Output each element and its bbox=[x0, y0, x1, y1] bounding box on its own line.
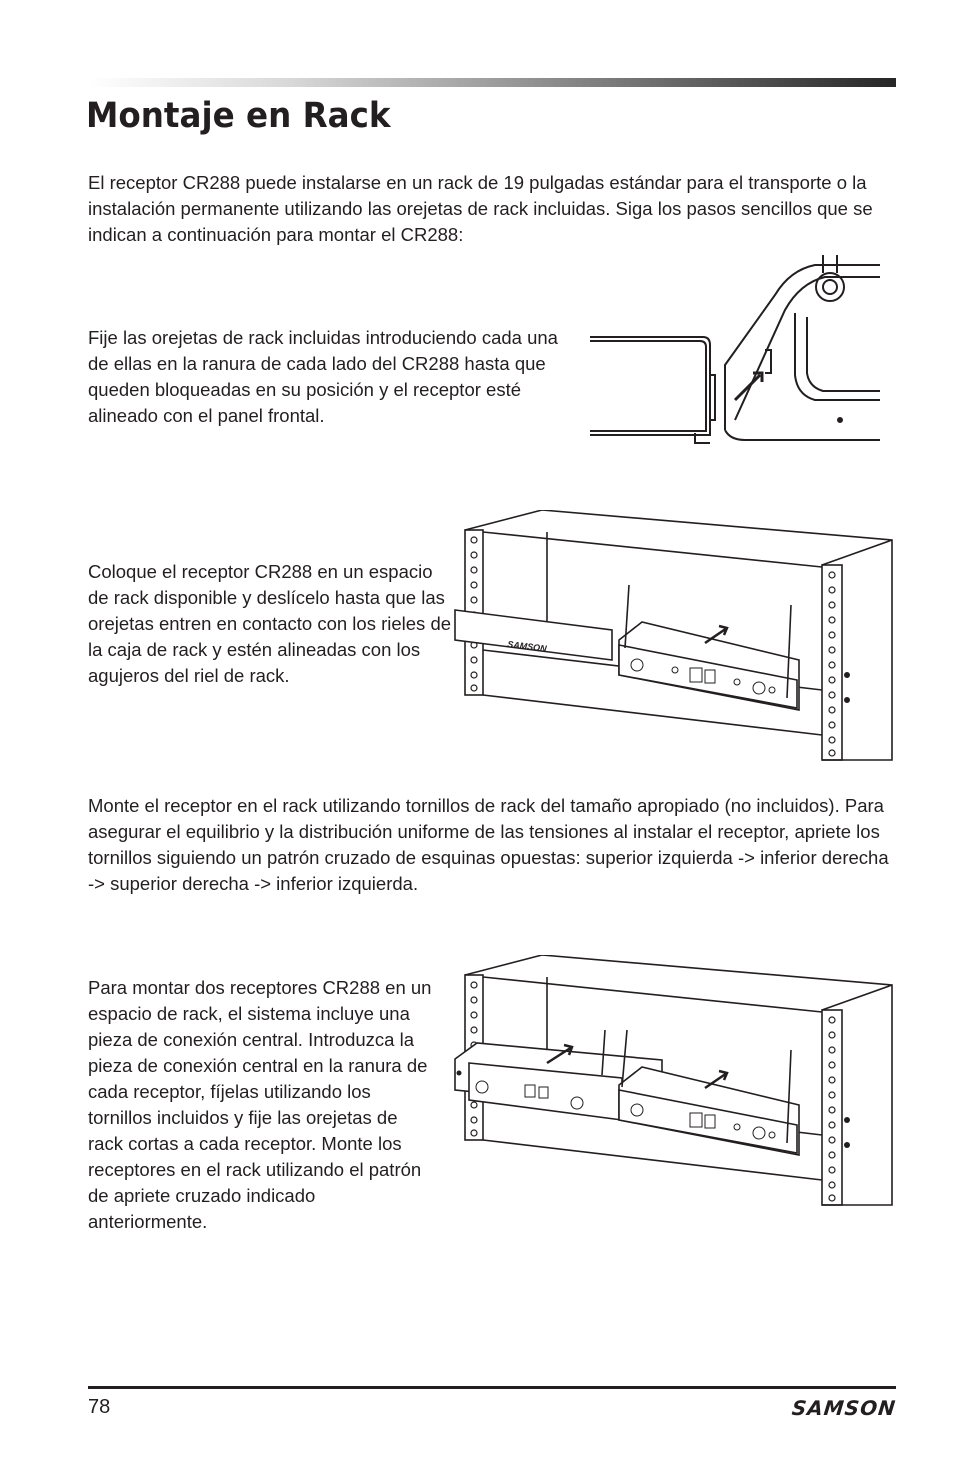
footer-rule bbox=[88, 1386, 896, 1389]
page-number: 78 bbox=[88, 1396, 111, 1418]
step3-paragraph: Monte el receptor en el rack utilizando tornillos de rack del tamaño apropiado (no incluidos). Para asegurar el equilibrio y la distribución uniforme de las tensiones al instalar el receptor, apriete los tornillos siguiendo un patrón cruzado de esquinas opuestas: superior izquierda -> inferior derecha -> superior derecha -> inferior izquierda. bbox=[88, 795, 889, 894]
step2-paragraph: Coloque el receptor CR288 en un espacio de rack disponible y deslícelo hasta que las orejetas entren en contacto con los rieles de la caja de rack y estén alineadas con los agujeros del riel de rack. bbox=[88, 561, 452, 686]
single-receiver-rack-illustration bbox=[447, 510, 897, 765]
step4-paragraph: Para montar dos receptores CR288 en un espacio de rack, el sistema incluye una pieza de conexión central. Introduzca la pieza de conexión central en la ranura de cada receptor, fíjelas utilizando los tornillos incluidos y fije las orejetas de rack cortas a cada receptor. Monte los receptores en el rack utilizando el patrón de apriete cruzado indicado anteriormente. bbox=[88, 977, 432, 1232]
page-title: Montaje en Rack bbox=[86, 96, 391, 136]
dual-receiver-rack-illustration bbox=[447, 955, 897, 1210]
intro-paragraph: El receptor CR288 puede instalarse en un rack de 19 pulgadas estándar para el transporte o la instalación permanente utilizando las orejetas de rack incluidas. Siga los pasos sencillos que se indican a continuación para montar el CR288: bbox=[88, 172, 873, 245]
step1-paragraph: Fije las orejetas de rack incluidas introduciendo cada una de ellas en la ranura de cada lado del CR288 hasta que queden bloqueadas en su posición y el receptor esté alineado con el panel frontal. bbox=[88, 327, 558, 426]
rack-panel-brand: SAMSON bbox=[506, 639, 548, 654]
header-gradient-bar bbox=[88, 78, 896, 87]
rack-ear-illustration bbox=[585, 255, 885, 450]
brand-logo: SAMSON bbox=[790, 1396, 898, 1420]
